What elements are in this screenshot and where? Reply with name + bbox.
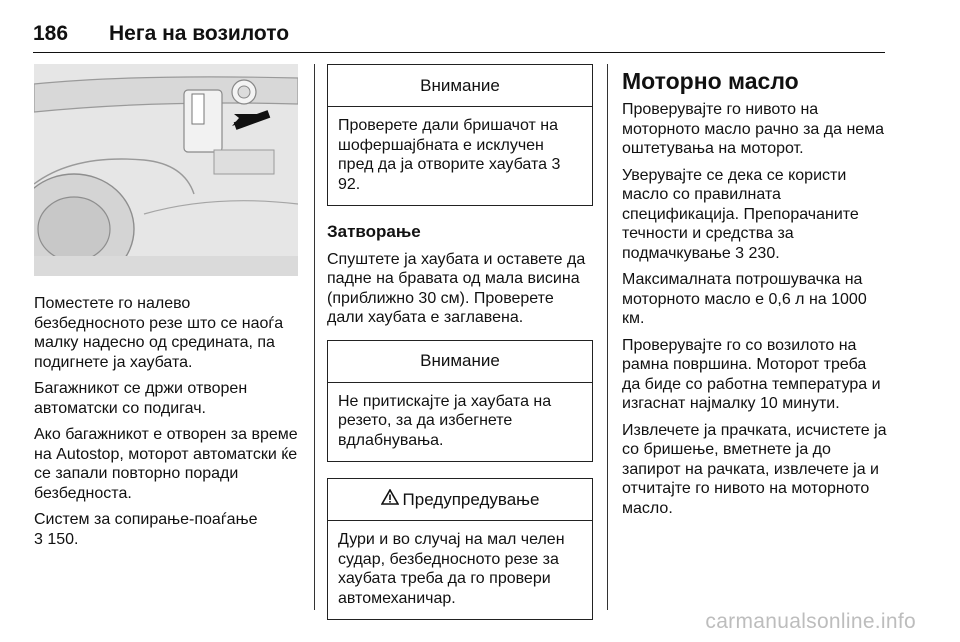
caution-title-2: Внимание: [328, 341, 592, 383]
page-number: 186: [33, 22, 69, 45]
page-reference-link[interactable]: 3 150.: [34, 530, 79, 548]
paragraph: Максималната потрошувачка на моторното масло е 0,6 л на 1000 км.: [622, 271, 867, 327]
engine-bay-illustration-icon: [34, 64, 298, 276]
paragraph: Проверувајте го нивото на моторното масло рачно за да нема оштетувања на моторот.: [622, 101, 885, 157]
paragraph: Багажникот се држи отворен автоматски со подигач.: [34, 380, 248, 417]
paragraph: Систем за сопирање-поаѓање: [34, 511, 258, 528]
warning-triangle-icon: [381, 489, 399, 510]
watermark: carmanualsonline.info: [705, 610, 916, 633]
paragraph: Поместете го налево безбедносното резе што се наоѓа малку надесно од средината, па подигнете ја хаубата.: [34, 295, 284, 371]
warning-title: Предупредување: [402, 489, 540, 509]
column-left: [34, 64, 302, 556]
paragraph: Уверувајте се дека се користи масло со правилната спецификација. Препорачаните течности и средства за подмачкување 3 230.: [622, 166, 859, 262]
paragraph: Ако багажникот е отворен за време на Autostop, моторот автоматски ќе се запали повторно поради безбедноста.: [34, 426, 298, 502]
closing-text: Спуштете ја хаубата и оставете да падне на бравата од мала висина (приближно 30 см). Проверете дали хаубата е заглавена.: [327, 250, 586, 326]
page-header: [33, 20, 885, 53]
engine-oil-heading: Моторно масло: [622, 68, 799, 94]
paragraph: Извлечете ја прачката, исчистете ја со бришење, вметнете ја до запирот на рачката, извлечете ја и отчитајте го нивото на моторното масло.: [622, 421, 887, 517]
column-right: [622, 64, 888, 525]
caution-box-2: [327, 340, 593, 463]
caution-text: Проверете дали бришачот на шофершајбната е исклучен пред да ја отворите хаубата 3 92.: [338, 117, 561, 193]
warning-text: Дури и во случај на мал челен судар, безбедносното резе за хаубата треба да го провери автомеханичар.: [338, 531, 565, 607]
caution-box: [327, 64, 593, 206]
warning-box: [327, 478, 593, 620]
closing-heading: Затворање: [327, 222, 421, 241]
column-middle: [327, 64, 593, 636]
column-divider-1: [314, 64, 315, 610]
caution-text-2: Не притискајте ја хаубата на резето, за да избегнете вдлабнувања.: [338, 392, 552, 449]
engine-bay-figure: [34, 64, 298, 276]
caution-title: Внимание: [328, 65, 592, 107]
section-title: Нега на возилото: [109, 22, 290, 45]
paragraph: Проверувајте го со возилото на рамна површина. Моторот треба да биде со работна температура и изгаснат најмалку 10 минути.: [622, 336, 881, 412]
column-divider-2: [607, 64, 608, 610]
